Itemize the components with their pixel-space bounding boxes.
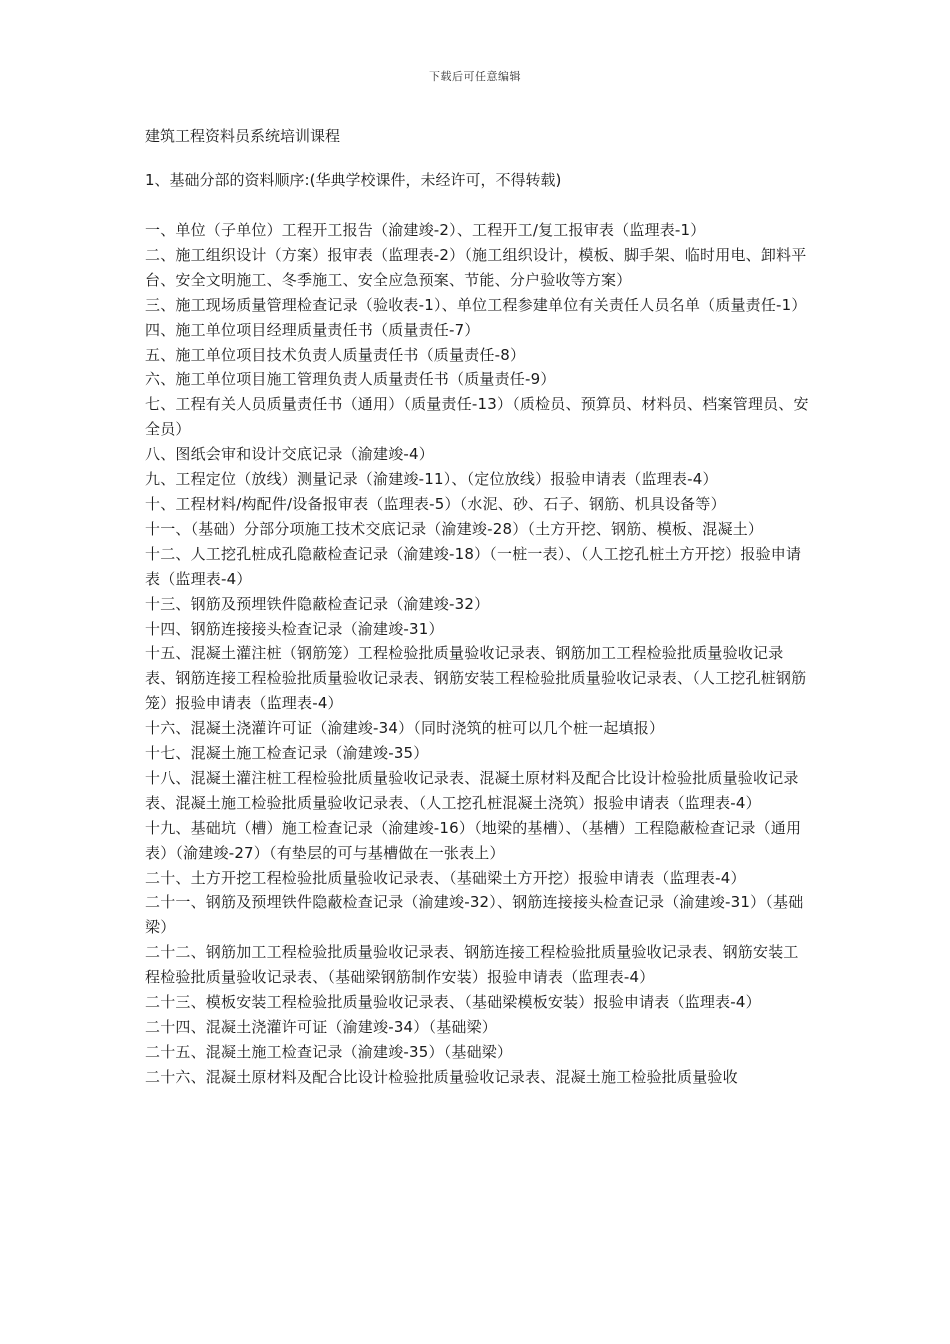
list-item: 三、施工现场质量管理检查记录（验收表-1）、单位工程参建单位有关责任人员名单（质量责任-1） (145, 295, 807, 314)
list-item: 十六、混凝土浇灌许可证（渝建竣-34）（同时浇筑的桩可以几个桩一起填报） (145, 719, 665, 738)
list-item: 二十一、钢筋及预埋铁件隐蔽检查记录（渝建竣-32）、钢筋连接接头检查记录（渝建竣-31）（基础梁） (145, 893, 804, 937)
document-item-list (145, 218, 810, 1090)
list-item: 六、施工单位项目施工管理负责人质量责任书（质量责任-9） (145, 370, 556, 389)
list-item: 九、工程定位（放线）测量记录（渝建竣-11）、（定位放线）报验申请表（监理表-4） (145, 470, 718, 489)
list-item: 十、工程材料/构配件/设备报审表（监理表-5）（水泥、砂、石子、钢筋、机具设备等） (145, 494, 726, 513)
list-item: 十七、混凝土施工检查记录（渝建竣-35） (145, 744, 429, 763)
page-header-note: 下载后可任意编辑 (429, 70, 521, 83)
list-item: 十九、基础坑（槽）施工检查记录（渝建竣-16）（地梁的基槽）、（基槽）工程隐蔽检查记录（通用表）（渝建竣-27）（有垫层的可与基槽做在一张表上） (145, 818, 802, 862)
list-item: 四、施工单位项目经理质量责任书（质量责任-7） (145, 320, 480, 339)
list-item: 二十六、混凝土原材料及配合比设计检验批质量验收记录表、混凝土施工检验批质量验收 (145, 1067, 738, 1086)
list-item: 十四、钢筋连接接头检查记录（渝建竣-31） (145, 619, 444, 638)
list-item: 五、施工单位项目技术负责人质量责任书（质量责任-8） (145, 345, 526, 364)
list-item: 二十、土方开挖工程检验批质量验收记录表、（基础梁土方开挖）报验申请表（监理表-4） (145, 868, 746, 887)
list-item: 八、图纸会审和设计交底记录（渝建竣-4） (145, 445, 434, 464)
list-item: 十八、混凝土灌注桩工程检验批质量验收记录表、混凝土原材料及配合比设计检验批质量验收记录表、混凝土施工检验批质量验收记录表、（人工挖孔桩混凝土浇筑）报验申请表（监理表-4） (145, 768, 799, 812)
list-item: 二十二、钢筋加工工程检验批质量验收记录表、钢筋连接工程检验批质量验收记录表、钢筋安装工程检验批质量验收记录表、（基础梁钢筋制作安装）报验申请表（监理表-4） (145, 943, 799, 987)
list-item: 二十四、混凝土浇灌许可证（渝建竣-34）（基础梁） (145, 1018, 498, 1036)
list-item: 二、施工组织设计（方案）报审表（监理表-2）（施工组织设计，模板、脚手架、临时用电、卸料平台、安全文明施工、冬季施工、安全应急预案、节能、分户验收等方案） (145, 245, 807, 289)
list-item: 七、工程有关人员质量责任书（通用）（质量责任-13）（质检员、预算员、材料员、档案管理员、安全员） (145, 395, 809, 439)
list-item: 二十三、模板安装工程检验批质量验收记录表、（基础梁模板安装）报验申请表（监理表-4） (145, 993, 761, 1012)
section-heading: 1、基础分部的资料顺序:(华典学校课件，未经许可，不得转载) (145, 171, 562, 189)
document-title: 建筑工程资料员系统培训课程 (145, 127, 341, 145)
list-item: 十五、混凝土灌注桩（钢筋笼）工程检验批质量验收记录表、钢筋加工工程检验批质量验收记录表、钢筋连接工程检验批质量验收记录表、钢筋安装工程检验批质量验收记录表、（人工挖孔桩钢筋笼）报验申请表（监理表-4） (145, 644, 807, 713)
list-item: 十三、钢筋及预埋铁件隐蔽检查记录（渝建竣-32） (145, 594, 490, 613)
document-body (145, 126, 810, 1090)
list-item: 二十五、混凝土施工检查记录（渝建竣-35）（基础梁） (145, 1042, 513, 1061)
list-item: 一、单位（子单位）工程开工报告（渝建竣-2）、工程开工/复工报审表（监理表-1） (145, 221, 706, 239)
list-item: 十二、人工挖孔桩成孔隐蔽检查记录（渝建竣-18）（一桩一表）、（人工挖孔桩土方开挖）报验申请表（监理表-4） (145, 544, 802, 588)
list-item: 十一、（基础）分部分项施工技术交底记录（渝建竣-28）（土方开挖、钢筋、模板、混凝土） (145, 519, 764, 538)
